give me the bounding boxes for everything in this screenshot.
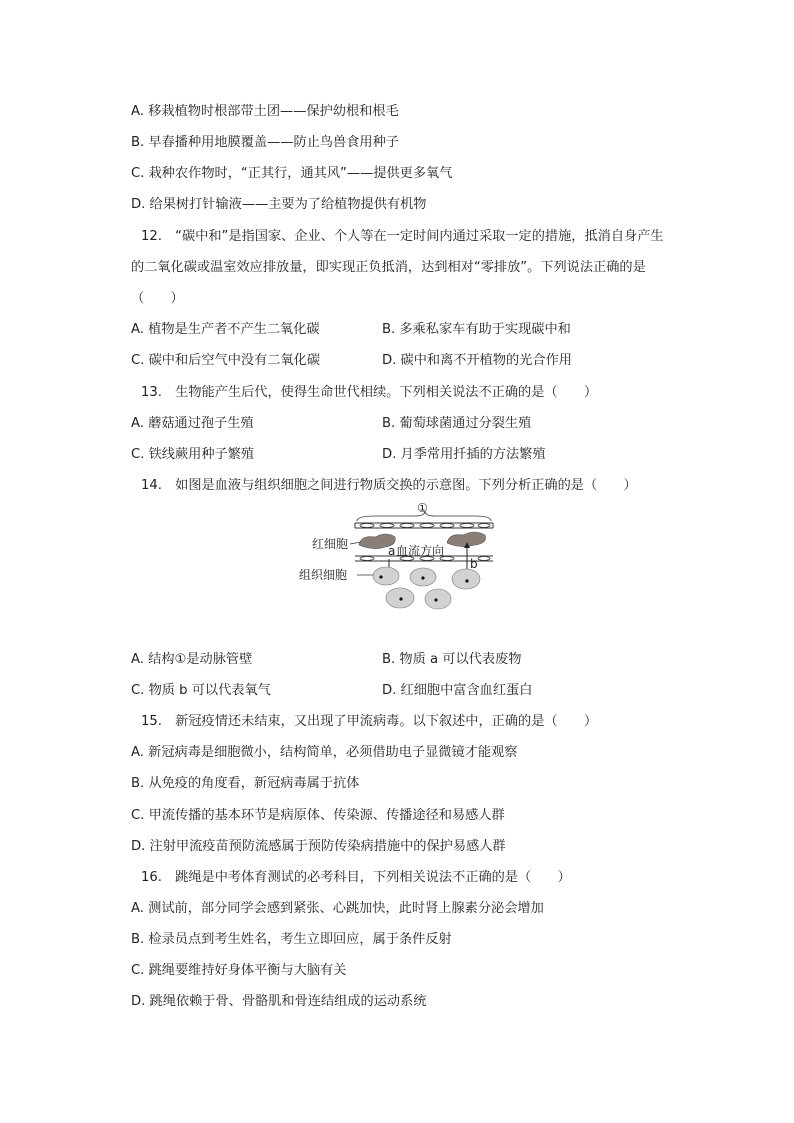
q12-stem-line2: 的二氧化碳或温室效应排放量，即实现正负抵消，达到相对“零排放”。下列说法正确的是 (131, 260, 646, 275)
q13-option-c: C. 铁线蕨用种子繁殖 (131, 447, 255, 462)
q11-option-d: D. 给果树打针输液——主要为了给植物提供有机物 (131, 197, 427, 212)
q12-option-a: A. 植物是生产者不产生二氧化碳 (131, 322, 320, 337)
q14-option-a: A. 结构①是动脉管壁 (131, 652, 253, 667)
q13-option-a: A. 蘑菇通过孢子生殖 (131, 416, 254, 431)
q15-option-b: B. 从免疫的角度看，新冠病毒属于抗体 (131, 776, 360, 791)
label-blood-flow: 血流方向 (396, 544, 445, 558)
q15-option-d: D. 注射甲流疫苗预防流感属于预防传染病措施中的保护易感人群 (131, 839, 506, 854)
label-b: b (470, 557, 478, 571)
tissue-cells (373, 567, 480, 609)
q16-option-b: B. 检录员点到考生姓名，考生立即回应，属于条件反射 (131, 932, 452, 947)
red-blood-cell-right (447, 532, 486, 547)
q16-option-a: A. 测试前，部分同学会感到紧张、心跳加快，此时肾上腺素分泌会增加 (131, 901, 544, 916)
capillary-wall-top (355, 523, 493, 528)
q12-option-d: D. 碳中和离不开植物的光合作用 (382, 353, 572, 368)
q15-option-a: A. 新冠病毒是细胞微小，结构简单，必须借助电子显微镜才能观察 (131, 745, 518, 760)
q13-option-b: B. 葡萄球菌通过分裂生殖 (382, 416, 532, 431)
label-structure-1: ① (417, 503, 428, 515)
q12-option-c: C. 碳中和后空气中没有二氧化碳 (131, 353, 321, 368)
q16-stem: 16. 跳绳是中考体育测试的必考科目，下列相关说法不正确的是（ ） (141, 870, 571, 885)
q13-stem: 13. 生物能产生后代，使得生命世代相续。下列相关说法不正确的是（ ） (141, 385, 598, 400)
q16-option-c: C. 跳绳要维持好身体平衡与大脑有关 (131, 963, 347, 978)
q16-option-d: D. 跳绳依赖于骨、骨骼肌和骨连结组成的运动系统 (131, 994, 427, 1009)
q14-option-c: C. 物质 b 可以代表氧气 (131, 683, 271, 698)
label-red-blood-cell: 红细胞 (312, 537, 349, 551)
q11-option-a: A. 移栽植物时根部带土团——保护幼根和根毛 (131, 104, 399, 119)
blood-exchange-diagram (295, 503, 505, 613)
q14-stem: 14. 如图是血液与组织细胞之间进行物质交换的示意图。下列分析正确的是（ ） (141, 478, 637, 493)
label-tissue-cell: 组织细胞 (299, 568, 348, 582)
q11-option-c: C. 栽种农作物时，“正其行，通其风”——提供更多氧气 (131, 166, 453, 181)
q12-option-b: B. 多乘私家车有助于实现碳中和 (382, 322, 571, 337)
q11-option-b: B. 早春播种用地膜覆盖——防止鸟兽食用种子 (131, 135, 399, 150)
q15-option-c: C. 甲流传播的基本环节是病原体、传染源、传播途径和易感人群 (131, 808, 505, 823)
q14-option-b: B. 物质 a 可以代表废物 (382, 652, 522, 667)
q12-stem-line3: （ ） (131, 291, 184, 306)
q15-stem: 15. 新冠疫情还未结束，又出现了甲流病毒。以下叙述中，正确的是（ ） (141, 714, 598, 729)
label-a: a (388, 544, 396, 558)
q14-option-d: D. 红细胞中富含血红蛋白 (382, 683, 533, 698)
q13-option-d: D. 月季常用扦插的方法繁殖 (382, 447, 546, 462)
q12-stem-line1: 12. “碳中和”是指国家、企业、个人等在一定时间内通过采取一定的措施，抵消自身产生 (141, 229, 664, 244)
